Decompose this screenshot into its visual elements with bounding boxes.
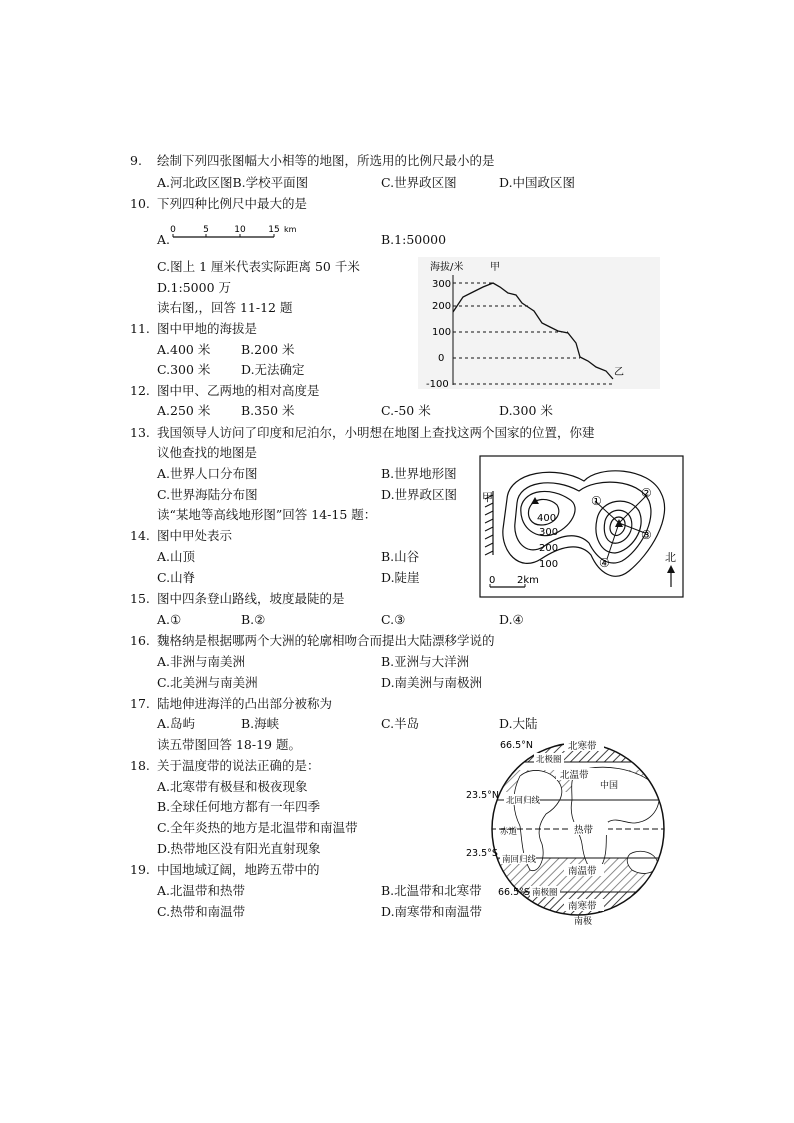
intro-11-12: 读右图,，回答 11-12 题 xyxy=(157,300,293,315)
q15-option-d: D.④ xyxy=(499,612,524,627)
svg-text:南回归线: 南回归线 xyxy=(502,855,537,865)
q18-option-a: A.北寒带有极昼和极夜现象 xyxy=(157,779,308,794)
q17-option-b: B.海峡 xyxy=(241,716,280,731)
q11-number: 11. xyxy=(130,321,150,336)
q10-stem: 下列四种比例尺中最大的是 xyxy=(157,196,308,211)
q18-option-d: D.热带地区没有阳光直射现象 xyxy=(157,841,321,856)
q14-option-b: B.山谷 xyxy=(381,549,420,564)
svg-text:23.5°S: 23.5°S xyxy=(466,848,498,859)
svg-text:23.5°N: 23.5°N xyxy=(466,790,500,801)
q9-option-c: C.世界政区图 xyxy=(381,175,457,190)
q12-option-c: C.-50 米 xyxy=(381,403,431,418)
q15-option-a: A.① xyxy=(157,612,182,627)
contour-map-figure xyxy=(479,455,684,598)
q17-number: 17. xyxy=(130,696,150,711)
q19-option-b: B.北温带和北寒带 xyxy=(381,883,482,898)
svg-text:km: km xyxy=(284,225,297,234)
q14-option-a: A.山顶 xyxy=(157,549,196,564)
svg-text:④: ④ xyxy=(599,556,610,570)
svg-text:66.5°S: 66.5°S xyxy=(498,887,530,898)
svg-text:300: 300 xyxy=(539,527,559,538)
svg-text:300: 300 xyxy=(432,279,452,290)
q12-option-d: D.300 米 xyxy=(499,403,553,418)
q17-stem: 陆地伸进海洋的凸出部分被称为 xyxy=(157,696,333,711)
svg-text:200: 200 xyxy=(432,301,452,312)
q9-stem: 绘制下列四张图幅大小相等的地图，所选用的比例尺最小的是 xyxy=(157,153,495,168)
svg-text:乙: 乙 xyxy=(614,367,624,378)
svg-text:100: 100 xyxy=(539,559,559,570)
q19-option-d: D.南寒带和南温带 xyxy=(381,904,483,919)
svg-text:400: 400 xyxy=(537,513,557,524)
svg-text:南极: 南极 xyxy=(574,917,593,927)
q10-number: 10. xyxy=(130,196,150,211)
q16-option-c: C.北美洲与南美洲 xyxy=(157,675,258,690)
svg-text:北寒带: 北寒带 xyxy=(568,741,597,752)
svg-text:甲: 甲 xyxy=(482,491,493,504)
five-zones-figure xyxy=(460,736,680,928)
svg-text:0: 0 xyxy=(489,575,496,586)
q16-stem: 魏格纳是根据哪两个大洲的轮廓相吻合而提出大陆漂移学说的 xyxy=(157,633,495,648)
svg-text:5: 5 xyxy=(203,225,209,235)
q13-stem-line1: 我国领导人访问了印度和尼泊尔，小明想在地图上查找这两个国家的位置，你建 xyxy=(157,425,595,440)
q15-number: 15. xyxy=(130,591,150,606)
svg-text:0: 0 xyxy=(438,353,445,364)
q19-option-a: A.北温带和热带 xyxy=(157,883,246,898)
q12-stem: 图中甲、乙两地的相对高度是 xyxy=(157,383,320,398)
q9-number: 9. xyxy=(130,153,142,168)
q14-option-c: C.山脊 xyxy=(157,570,196,585)
q15-option-b: B.② xyxy=(241,612,266,627)
q10-option-c: C.图上 1 厘米代表实际距离 50 千米 xyxy=(157,259,360,274)
svg-text:南寒带: 南寒带 xyxy=(568,901,597,912)
q11-option-b: B.200 米 xyxy=(241,342,295,357)
q9-option-ab: A.河北政区图B.学校平面图 xyxy=(157,175,309,190)
q17-option-c: C.半岛 xyxy=(381,716,420,731)
q10-option-d: D.1:5000 万 xyxy=(157,280,231,295)
svg-text:热带: 热带 xyxy=(574,825,594,836)
q15-option-c: C.③ xyxy=(381,612,406,627)
q13-number: 13. xyxy=(130,425,150,440)
q9-option-d: D.中国政区图 xyxy=(499,175,576,190)
intro-14-15: 读“某地等高线地形图”回答 14-15 题： xyxy=(157,507,377,522)
q11-stem: 图中甲地的海拔是 xyxy=(157,321,258,336)
q15-stem: 图中四条登山路线，坡度最陡的是 xyxy=(157,591,345,606)
svg-text:北温带: 北温带 xyxy=(560,770,589,781)
q11-option-d: D.无法确定 xyxy=(241,362,305,377)
q16-option-a: A.非洲与南美洲 xyxy=(157,654,246,669)
svg-text:100: 100 xyxy=(432,327,452,338)
q12-option-a: A.250 米 xyxy=(157,403,211,418)
q19-number: 19. xyxy=(130,862,150,877)
intro-18-19: 读五带图回答 18-19 题。 xyxy=(157,737,301,752)
q13-option-c: C.世界海陆分布图 xyxy=(157,487,258,502)
svg-text:南极圈: 南极圈 xyxy=(532,888,558,898)
q18-stem: 关于温度带的说法正确的是： xyxy=(157,758,320,773)
q17-option-a: A.岛屿 xyxy=(157,716,196,731)
svg-text:200: 200 xyxy=(539,543,559,554)
svg-text:甲: 甲 xyxy=(490,262,500,273)
q13-option-a: A.世界人口分布图 xyxy=(157,466,258,481)
q13-option-b: B.世界地形图 xyxy=(381,466,457,481)
svg-text:中国: 中国 xyxy=(600,781,619,791)
q17-option-d: D.大陆 xyxy=(499,716,538,731)
q18-option-c: C.全年炎热的地方是北温带和南温带 xyxy=(157,820,358,835)
svg-text:南温带: 南温带 xyxy=(568,866,597,877)
q18-option-b: B.全球任何地方都有一年四季 xyxy=(157,799,321,814)
q13-stem-line2: 议他查找的地图是 xyxy=(157,445,258,460)
q10-option-b: B.1:50000 xyxy=(381,232,447,247)
q16-number: 16. xyxy=(130,633,150,648)
svg-text:③: ③ xyxy=(641,528,652,542)
q16-option-d: D.南美洲与南极洲 xyxy=(381,675,483,690)
q12-option-b: B.350 米 xyxy=(241,403,295,418)
svg-text:15: 15 xyxy=(268,225,280,235)
elevation-profile-figure xyxy=(418,257,660,389)
svg-text:0: 0 xyxy=(170,225,176,235)
q19-option-c: C.热带和南温带 xyxy=(157,904,246,919)
q10-scale-bar xyxy=(170,222,300,244)
q14-stem: 图中甲处表示 xyxy=(157,528,233,543)
q19-stem: 中国地域辽阔，地跨五带中的 xyxy=(157,862,320,877)
svg-text:赤道: 赤道 xyxy=(500,827,518,837)
q14-number: 14. xyxy=(130,528,150,543)
svg-text:②: ② xyxy=(641,486,652,500)
svg-text:①: ① xyxy=(591,494,602,508)
svg-text:北极圈: 北极圈 xyxy=(536,755,562,765)
q10-option-a: A. xyxy=(157,232,171,247)
q12-number: 12. xyxy=(130,383,150,398)
svg-text:10: 10 xyxy=(234,225,246,235)
q18-number: 18. xyxy=(130,758,150,773)
q13-option-d: D.世界政区图 xyxy=(381,487,458,502)
svg-text:66.5°N: 66.5°N xyxy=(500,740,534,751)
q16-option-b: B.亚洲与大洋洲 xyxy=(381,654,470,669)
svg-text:北回归线: 北回归线 xyxy=(506,796,541,806)
q14-option-d: D.陡崖 xyxy=(381,570,420,585)
q11-option-a: A.400 米 xyxy=(157,342,211,357)
q11-option-c: C.300 米 xyxy=(157,362,211,377)
svg-text:海拔/米: 海拔/米 xyxy=(430,262,464,273)
svg-text:-100: -100 xyxy=(426,379,449,389)
svg-text:北: 北 xyxy=(665,551,676,564)
svg-text:2km: 2km xyxy=(517,575,539,586)
